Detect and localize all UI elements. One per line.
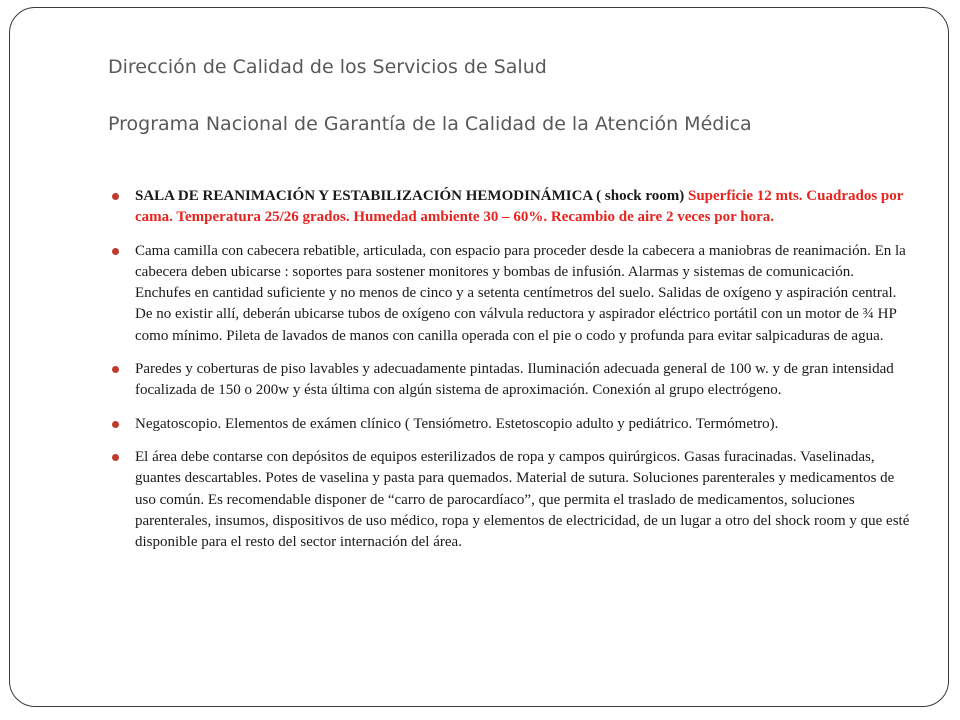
bullet-item-negatoscopio (110, 414, 910, 435)
bullet-dot-icon (112, 421, 119, 428)
bullet-dot-icon (112, 248, 119, 255)
title-line-2: Programa Nacional de Garantía de la Calidad de la Atención Médica (108, 112, 752, 135)
bullet-text: Cama camilla con cabecera rebatible, articulada, con espacio para proceder desde la cabecera a maniobras de reanimación. En la cabecera deben ubicarse : soportes para sostener monitores y bombas de infusión. Alarmas y sistemas de comunicación. Enchufes en cantidad suficiente y no menos de cinco y a setenta centímetros del suelo. Salidas de oxígeno y aspiración central. De no existir allí, deberán ubicarse tubos de oxígeno con válvula reductora y aspirador eléctrico portátil con un motor de ¾ HP como mínimo. Pileta de lavados de manos con canilla operada con el pie o codo y profunda para evitar salpicaduras de agua. (135, 242, 906, 344)
bullet-text: Negatoscopio. Elementos de exámen clínico ( Tensiómetro. Estetoscopio adulto y pediátrico. Termómetro). (135, 415, 779, 432)
title-line-1: Dirección de Calidad de los Servicios de Salud (108, 56, 547, 78)
bullet-item-cama (110, 241, 910, 347)
shock-room-specs: Superficie 12 mts. Cuadrados por cama. Temperatura 25/26 grados. Humedad ambiente 30 – 60%. Recambio de aire 2 veces por hora. (135, 188, 904, 226)
bullet-dot-icon (112, 193, 119, 200)
bullet-list (110, 186, 910, 565)
bullet-item-deposito (110, 447, 910, 553)
bullet-text: El área debe contarse con depósitos de equipos esterilizados de ropa y campos quirúrgicos. Gasas furacinadas. Vaselinadas, guantes descartables. Potes de vaselina y pasta para quemados. Material de sutura. Soluciones parenterales y medicamentos de uso común. Es recomendable disponer de “carro de parocardíaco”, que permita el traslado de medicamentos, soluciones parenterales, insumos, dispositivos de uso médico, ropa y elementos de electricidad, de un lugar a otro del shock room y que esté disponible para el resto del sector internación del área. (135, 448, 910, 551)
bullet-text: Paredes y coberturas de piso lavables y adecuadamente pintadas. Iluminación adecuada general de 100 w. y de gran intensidad focalizada de 150 o 200w y ésta última con algún sistema de aproximación. Conexión al grupo electrógeno. (135, 361, 894, 399)
bullet-item-shock-room (110, 186, 910, 229)
shock-room-heading: SALA DE REANIMACIÓN Y ESTABILIZACIÓN HEMODINÁMICA ( shock room) (135, 188, 688, 204)
slide-title (108, 56, 888, 137)
bullet-dot-icon (112, 366, 119, 373)
bullet-dot-icon (112, 454, 119, 461)
bullet-item-paredes (110, 359, 910, 402)
